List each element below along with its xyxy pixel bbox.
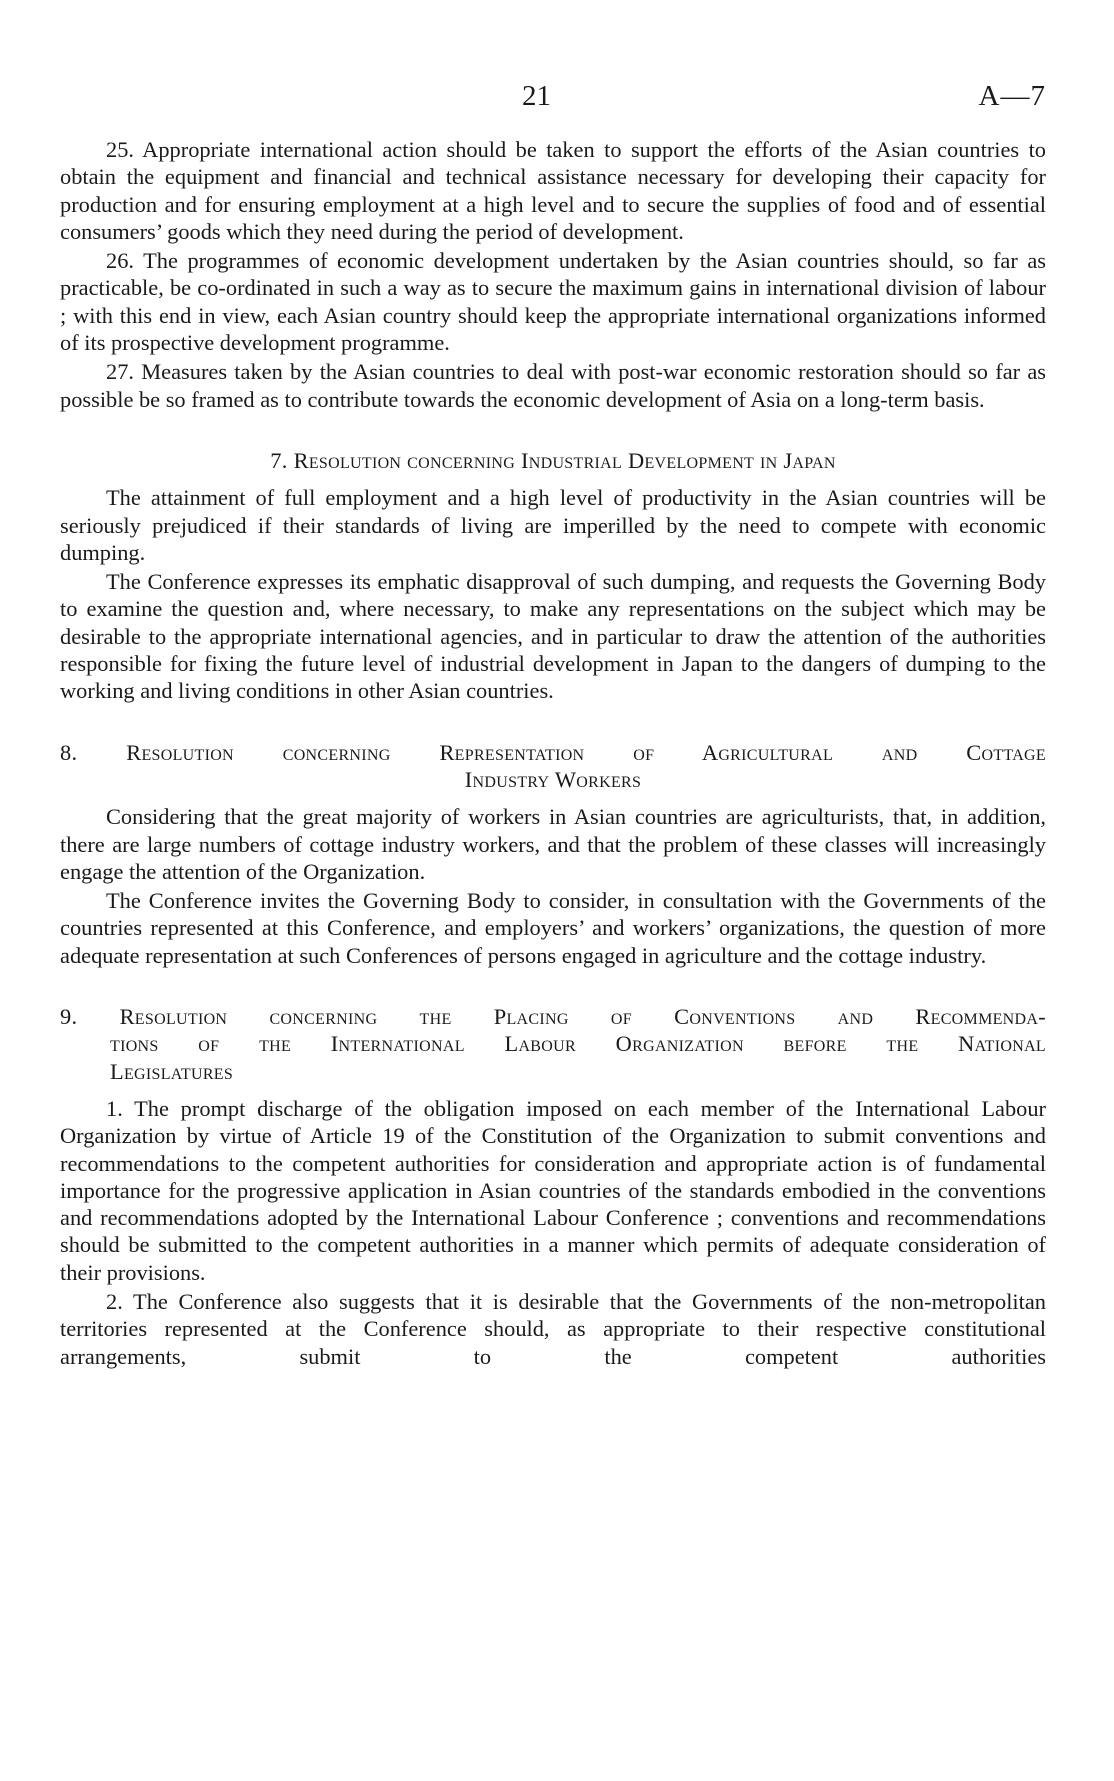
paragraph-26: 26. The programmes of economic development undertaken by the Asian countries should, so far as practicable, be co-ordinated in such a way as to secure the maximum gains in international division of labour ; with this end in view, each Asian country should keep the appropriate international organizations informed of its prospective development programme.: [60, 248, 1046, 356]
section-7: [60, 447, 1046, 705]
section-9-paragraph-2: 2. The Conference also suggests that it is desirable that the Governments of the non-metropolitan territories represented at the Conference should, as appropriate to their respective constitutional arrangements, submit to the competent authorities: [60, 1288, 1046, 1369]
page-number: 21: [522, 80, 551, 112]
paragraph-27: 27. Measures taken by the Asian countries to deal with post-war economic restoration should so far as possible be so framed as to contribute towards the economic development of Asia on a long-term basis.: [60, 359, 1046, 412]
page-header: [60, 80, 1046, 136]
paragraph-25: 25. Appropriate international action should be taken to support the efforts of the Asian countries to obtain the equipment and financial and technical assistance necessary for developing their capacity for production and for ensuring employment at a high level and to secure the supplies of food and of essential consumers’ goods which they need during the period of development.: [60, 137, 1046, 244]
document-reference: A—7: [978, 80, 1046, 112]
continued-paragraphs: [60, 136, 1046, 413]
document-page: [60, 80, 1046, 1370]
section-8-paragraph-2: The Conference invites the Governing Body to consider, in consultation with the Governments of the countries represented at this Conference, and employers’ and workers’ organizations, the question of more adequate representation at such Conferences of persons engaged in agriculture and the cottage industry.: [60, 888, 1046, 968]
section-7-heading: 7. Resolution concerning Industrial Development in Japan: [270, 447, 836, 473]
section-9-heading-line-3: Legislatures: [110, 1058, 234, 1084]
section-8: [60, 739, 1046, 969]
section-8-heading-line-1: 8. Resolution concerning Representation of Agricultural and Cottage: [60, 739, 1046, 765]
section-7-paragraph-1: The attainment of full employment and a high level of productivity in the Asian countries will be seriously prejudiced if their standards of living are imperilled by the need to compete with economic dumping.: [60, 485, 1046, 565]
section-9-heading-line-2: tions of the International Labour Organization before the National: [110, 1031, 1046, 1057]
section-7-paragraph-2: The Conference expresses its emphatic disapproval of such dumping, and requests the Governing Body to examine the question and, where necessary, to make any representations on the subject which may be desirable to the appropriate international agencies, and in particular to draw the attention of the authorities responsible for fixing the future level of industrial development in Japan to the dangers of dumping to the working and living conditions in other Asian countries.: [60, 569, 1046, 704]
section-8-paragraph-1: Considering that the great majority of workers in Asian countries are agriculturists, that, in addition, there are large numbers of cottage industry workers, and that the problem of these classes will increasingly engage the attention of the Organization.: [60, 804, 1046, 884]
section-8-heading-line-2: Industry Workers: [464, 766, 642, 792]
section-9-heading-line-1: 9. Resolution concerning the Placing of Conventions and Recommenda-: [60, 1004, 1046, 1030]
section-9: [60, 1003, 1046, 1370]
section-9-paragraph-1: 1. The prompt discharge of the obligation imposed on each member of the International Labour Organization by virtue of Article 19 of the Constitution of the Organization to submit conventions and recommendations to the competent authorities for consideration and appropriate action is of fundamental importance for the progressive application in Asian countries of the standards embodied in the conventions and recommendations adopted by the International Labour Conference ; conventions and recommendations should be submitted to the competent authorities in a manner which permits of adequate consideration of their provisions.: [60, 1095, 1046, 1285]
